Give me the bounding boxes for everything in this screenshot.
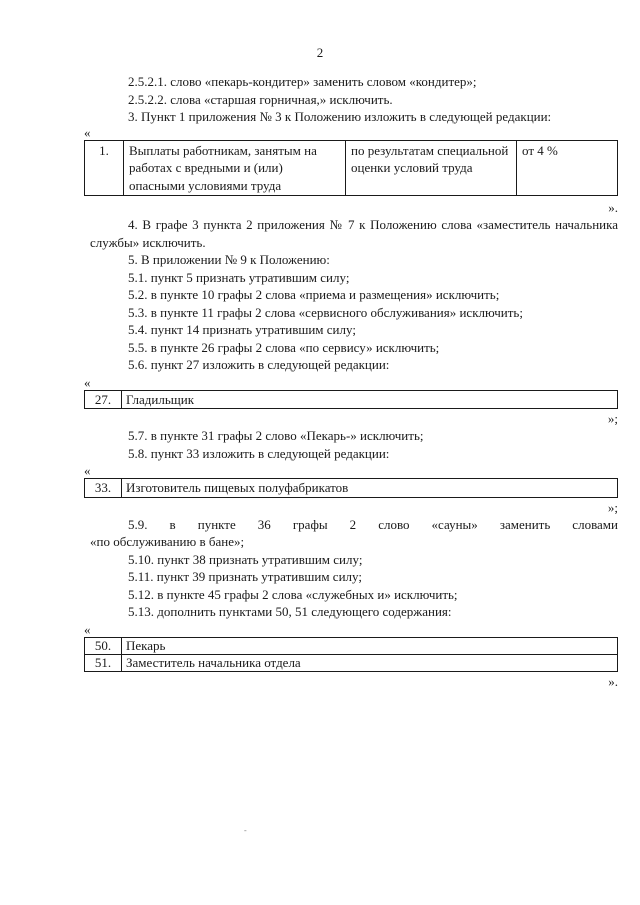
table-row (85, 637, 618, 654)
table-cell-num: 27. (85, 390, 122, 409)
quote-close: »; (607, 411, 618, 426)
table-row (85, 140, 618, 196)
table-cell-num: 51. (85, 654, 122, 671)
paragraph-5-3: 5.3. в пункте 11 графы 2 слова «сервисного обслуживания» исключить; (128, 304, 523, 320)
paragraph-5-7: 5.7. в пункте 31 графы 2 слово «Пекарь-» исключить; (128, 428, 424, 443)
paragraph-5-9: 5.9. в пункте 36 графы 2 слово «сауны» заменить словами (128, 516, 618, 532)
paragraph-5-11: 5.11. пункт 39 признать утратившим силу; (128, 569, 362, 584)
table-cell-text: Изготовитель пищевых полуфабрикатов (122, 479, 618, 498)
paragraph-5-6: 5.6. пункт 27 изложить в следующей редакции: (128, 357, 390, 372)
paragraph-5: 5. В приложении № 9 к Положению: (128, 252, 330, 267)
table-cell-num: 50. (85, 637, 122, 654)
paragraph-5-5: 5.5. в пункте 26 графы 2 слова «по сервису» исключить; (128, 339, 440, 355)
quote-close: ». (608, 200, 618, 215)
table-cell-text: Пекарь (122, 637, 618, 654)
table-cell-text: Гладильщик (122, 390, 618, 409)
table-item-27 (84, 390, 618, 410)
table-cell-text: Заместитель начальника отдела (122, 654, 618, 671)
table-items-50-51 (84, 637, 618, 672)
table-cell-num: 1. (85, 140, 124, 196)
table-cell-basis: по результатам специальной оценки условий труда (346, 140, 517, 196)
paragraph-5-8: 5.8. пункт 33 изложить в следующей редакции: (128, 445, 390, 461)
quote-open: « (84, 124, 91, 140)
paragraph-5-4: 5.4. пункт 14 признать утратившим силу; (128, 322, 356, 337)
paragraph-3: 3. Пункт 1 приложения № 3 к Положению изложить в следующей редакции: (128, 109, 552, 124)
paragraph-5-1: 5.1. пункт 5 признать утратившим силу; (128, 269, 350, 285)
paragraph-5-9-cont: «по обслуживанию в бане»; (90, 534, 245, 549)
quote-open: « (84, 463, 91, 478)
table-appendix-3 (84, 140, 618, 197)
table-cell-num: 33. (85, 479, 122, 498)
table-row (85, 479, 618, 498)
table-item-33 (84, 478, 618, 498)
table-row (85, 654, 618, 671)
quote-open: « (84, 374, 91, 390)
quote-close: ». (608, 673, 618, 689)
table-row (85, 390, 618, 409)
scan-mark: - (244, 826, 247, 835)
paragraph-5-13: 5.13. дополнить пунктами 50, 51 следующего содержания: (128, 604, 452, 619)
paragraph-2-5-2-1: 2.5.2.1. слово «пекарь-кондитер» заменить словом «кондитер»; (128, 74, 477, 89)
paragraph-5-2: 5.2. в пункте 10 графы 2 слова «приема и размещения» исключить; (128, 287, 500, 302)
page-number: 2 (316, 45, 324, 60)
table-cell-payment: Выплаты работникам, занятым на работах с вредными и (или) опасными условиями труда (124, 140, 346, 196)
paragraph-5-10: 5.10. пункт 38 признать утратившим силу; (128, 551, 363, 567)
paragraph-5-12: 5.12. в пункте 45 графы 2 слова «служебных и» исключить; (128, 586, 458, 602)
quote-open: « (84, 621, 91, 637)
paragraph-2-5-2-2: 2.5.2.2. слова «старшая горничная,» исключить. (128, 91, 393, 107)
table-cell-amount: от 4 % (517, 140, 618, 196)
paragraph-4: 4. В графе 3 пункта 2 приложения № 7 к Положению слова «заместитель начальника службы» исключить. (90, 217, 618, 250)
quote-close: »; (607, 499, 618, 515)
document-body (84, 73, 618, 690)
